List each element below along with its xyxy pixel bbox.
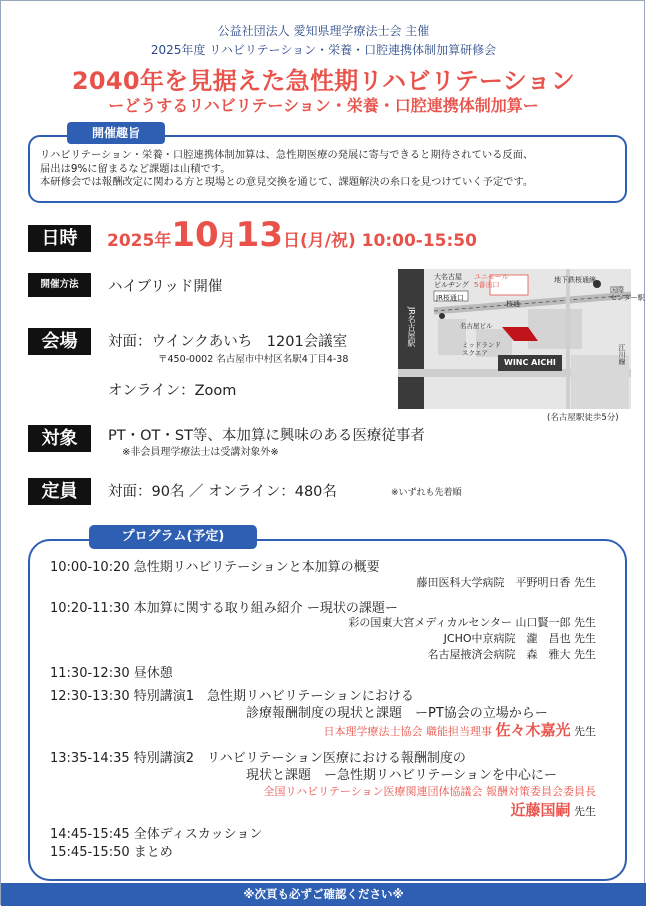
program-item-cont: 現状と課題 ー急性期リハビリテーションを中心にー xyxy=(246,768,557,783)
speaker-affiliation: 全国リハビリテーション医療関連団体協議会 報酬対策委員会委員長 xyxy=(263,785,596,798)
program-item: 11:30-12:30 昼休憩 xyxy=(50,666,173,681)
map-label-egawa: 江川線 xyxy=(618,344,626,365)
purpose-tab: 開催趣旨 xyxy=(67,122,165,144)
map-label-nagoya-building: 大名古屋 ビルヂング xyxy=(434,273,469,289)
method-label: 開催方法 xyxy=(28,273,91,297)
map-label-winc: WINC AICHI xyxy=(504,358,556,367)
capacity-label: 定員 xyxy=(28,478,91,505)
purpose-line: リハビリテーション・栄養・口腔連携体制加算は、急性期医療の発展に寄与できると期待されている反面、 xyxy=(40,149,534,161)
access-map xyxy=(398,269,645,409)
speaker-affiliation: 日本理学療法士協会 職能担当理事 xyxy=(323,725,492,738)
date-day-suffix: 日(月/祝) xyxy=(282,231,356,251)
purpose-box xyxy=(28,135,627,203)
event-time: 10:00-15:50 xyxy=(361,231,477,251)
venue-online: オンライン：Zoom xyxy=(108,383,237,399)
map-caption: (名古屋駅徒歩5分) xyxy=(547,413,619,423)
speaker-name: 近藤国嗣 xyxy=(510,801,571,819)
program-item: 10:00-10:20 急性期リハビリテーションと本加算の概要 xyxy=(50,560,380,575)
speaker-suffix: 先生 xyxy=(574,805,596,818)
map-graphic xyxy=(398,269,631,409)
program-item: 10:20-11:30 本加算に関する取り組み紹介 ー現状の課題ー xyxy=(50,601,398,616)
subtitle: ーどうするリハビリテーション・栄養・口腔連携体制加算ー xyxy=(108,96,539,115)
method-value: ハイブリッド開催 xyxy=(108,279,223,295)
map-label-sakura-dori: 桜通 xyxy=(506,300,520,308)
program-speaker: JCHO中京病院 瀧 昌也 先生 xyxy=(443,632,596,645)
program-tab: プログラム(予定) xyxy=(89,525,257,549)
map-label-kokusai: 国際 センター駅 xyxy=(610,286,645,302)
map-label-unimall: ユニモール 5番出口 xyxy=(474,273,509,289)
map-label-subway: 地下鉄桜通線 xyxy=(554,276,596,284)
program-item: 13:35-14:35 特別講演2 リハビリテーション医療における報酬制度の xyxy=(50,751,466,766)
program-speaker: 彩の国東大宮メディカルセンター 山口賢一郎 先生 xyxy=(348,616,596,629)
program-speaker: 名古屋掖済会病院 森 雅大 先生 xyxy=(427,648,596,661)
program-item: 14:45-15:45 全体ディスカッション xyxy=(50,827,263,842)
venue-in-person: 対面：ウインクあいち 1201会議室 xyxy=(108,334,348,350)
datetime-label: 日時 xyxy=(28,225,91,252)
program-speaker-special xyxy=(323,719,596,740)
capacity-note: ※いずれも先着順 xyxy=(391,488,462,498)
speaker-name: 佐々木嘉光 xyxy=(495,721,571,739)
venue-label: 会場 xyxy=(28,328,91,355)
map-label-midland: ミッドランド スクエア xyxy=(462,341,501,357)
map-label-jr-gate: JR桜通口 xyxy=(436,294,464,302)
target-note: ※非会員理学療法士は受講対象外※ xyxy=(122,447,279,458)
date-month: 10 xyxy=(171,215,219,255)
map-label-jr-station: JR名古屋駅 xyxy=(407,307,416,347)
map-label-meieki-building: 名古屋ビル xyxy=(460,322,493,330)
program-item: 12:30-13:30 特別講演1 急性期リハビリテーションにおける xyxy=(50,689,414,704)
program-speaker-special xyxy=(510,799,596,820)
footer-notice: ※次頁も必ずご確認ください※ xyxy=(1,883,646,906)
date-year: 2025年 xyxy=(107,231,172,251)
capacity-value: 対面：90名 ／ オンライン：480名 xyxy=(108,484,337,500)
target-value: PT・OT・ST等、本加算に興味のある医療従事者 xyxy=(108,428,425,444)
target-label: 対象 xyxy=(28,425,91,452)
seminar-name: 2025年度 リハビリテーション・栄養・口腔連携体制加算研修会 xyxy=(150,43,497,57)
venue-address: 〒450-0002 名古屋市中村区名駅4丁目4-38 xyxy=(158,354,349,365)
organizer: 公益社団法人 愛知県理学療法士会 主催 xyxy=(217,24,430,38)
program-item: 15:45-15:50 まとめ xyxy=(50,845,173,860)
date-month-unit: 月 xyxy=(218,231,236,251)
speaker-suffix: 先生 xyxy=(574,725,596,738)
program-item-cont: 診療報酬制度の現状と課題 ーPT協会の立場からー xyxy=(246,706,548,721)
program-speaker: 藤田医科大学病院 平野明日香 先生 xyxy=(416,576,596,589)
purpose-line: 本研修会では報酬改定に関わる方と現場との意見交換を通じて、課題解決の糸口を見つけていく予定です。 xyxy=(40,176,534,188)
main-title: 2040年を見据えた急性期リハビリテーション xyxy=(71,67,576,95)
date-day: 13 xyxy=(235,215,283,255)
event-date xyxy=(107,215,477,255)
purpose-line: 届出は9%に留まるなど課題は山積です。 xyxy=(40,162,231,175)
